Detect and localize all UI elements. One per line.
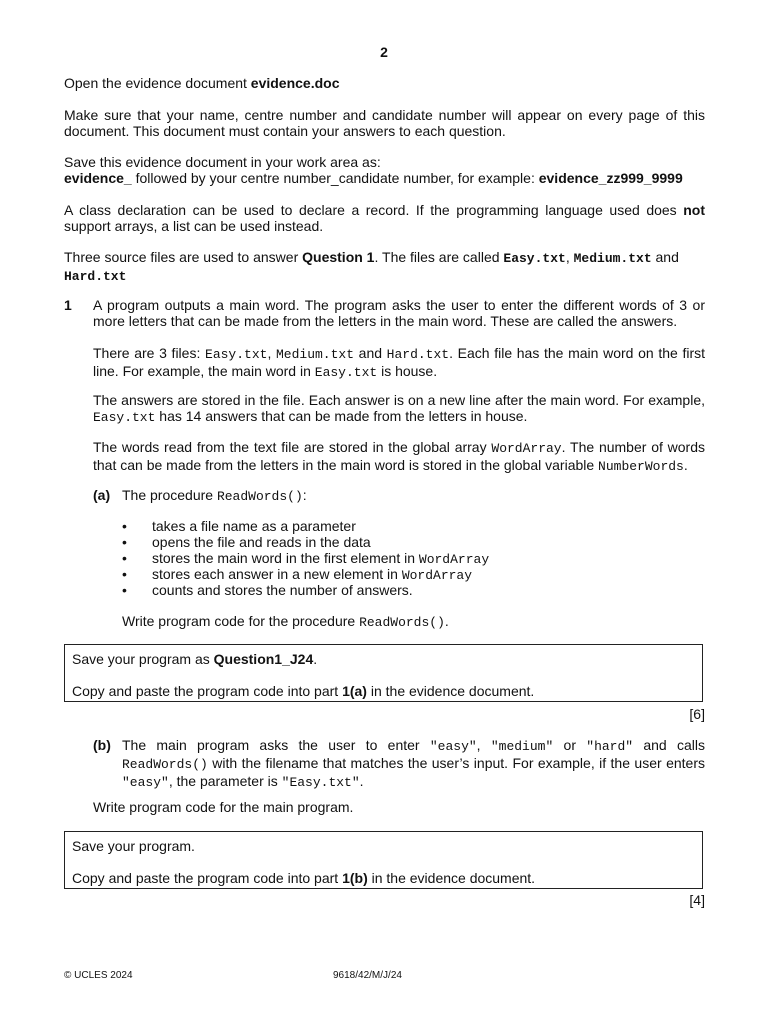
bullet-code: WordArray — [418, 552, 490, 567]
footer-copyright: © UCLES 2024 — [64, 970, 133, 981]
part-b-calls: and calls — [633, 737, 705, 753]
save-example: evidence_zz999_9999 — [538, 170, 683, 186]
source-files-text: Three source files are used to answer — [64, 249, 303, 265]
part-b-medium: "medium" — [490, 739, 554, 754]
make-sure-paragraph: Make sure that your name, centre number and candidate number will appear on every page of this document. This document must contain your answers to each question. — [64, 107, 705, 139]
class-decl-text-end: support arrays, a list can be used instead. — [64, 218, 324, 234]
p4-numberwords: NumberWords — [598, 459, 684, 474]
bullet-code: WordArray — [401, 568, 473, 583]
p3-easy: Easy.txt — [93, 410, 156, 425]
box-a-copy-end: in the evidence document. — [366, 683, 535, 699]
box-b-copy-end: in the evidence document. — [367, 870, 536, 886]
bullet-text: opens the file and reads in the data — [152, 534, 371, 550]
bullet-glyph: • — [122, 582, 127, 598]
part-b-easy-2: "easy" — [122, 775, 169, 790]
p2-easy: Easy.txt — [205, 347, 268, 362]
source-files-paragraph — [64, 249, 705, 285]
save-box-b — [64, 831, 703, 889]
page-number: 2 — [380, 44, 388, 60]
part-b-param: "Easy.txt" — [281, 775, 360, 790]
p2-text-b: . Each file has the main word on the first line. For example, the main word in — [93, 345, 706, 379]
evidence-filename: evidence.doc — [250, 75, 340, 91]
save-mid: followed by your centre number_candidate number, for example: — [131, 170, 539, 186]
part-b-instruction: Write program code for the main program. — [93, 799, 354, 815]
bullet-glyph: • — [122, 518, 127, 534]
p2-hard: Hard.txt — [386, 347, 450, 362]
and: and — [651, 249, 679, 265]
part-b-label: (b) — [93, 737, 111, 753]
box-a-save-text: Save your program as — [72, 651, 214, 667]
question-ref: Question 1 — [302, 249, 375, 265]
box-b-copy-line — [72, 870, 695, 886]
class-declaration-paragraph — [64, 202, 705, 234]
question-number: 1 — [64, 297, 72, 313]
bullet-text: takes a file name as a parameter — [152, 518, 356, 534]
bullet-text: stores the main word in the first element in — [152, 550, 419, 566]
box-a-copy-line — [72, 683, 695, 699]
class-decl-not: not — [683, 202, 705, 218]
part-a-intro-text: The procedure — [122, 487, 217, 503]
p2-easy-2: Easy.txt — [314, 365, 378, 380]
part-b-paragraph — [122, 737, 705, 791]
p2-comma: , — [267, 345, 276, 361]
box-a-save-line — [72, 651, 695, 667]
q1-paragraph-1: A program outputs a main word. The program asks the user to enter the different words of 3 or more letters that can be made from the letters in the main word. These are called the answers. — [93, 297, 705, 329]
part-a-write: Write program code for the procedure — [122, 613, 360, 629]
bullet-glyph: • — [122, 550, 127, 566]
p4-period: . — [683, 457, 688, 473]
box-b-part: 1(b) — [342, 870, 368, 886]
part-b-or: or — [553, 737, 587, 753]
part-a-write-end: . — [444, 613, 449, 629]
part-b-text-b: with the filename that matches the user’s input. For example, if the user enters — [207, 755, 705, 771]
p2-text-c: is house. — [377, 363, 438, 379]
part-b-end: . — [359, 773, 364, 789]
part-a-label: (a) — [93, 487, 111, 503]
q1-paragraph-2 — [93, 345, 705, 381]
source-files-mid: . The files are called — [374, 249, 504, 265]
bullet-item — [152, 582, 413, 600]
box-b-copy-text: Copy and paste the program code into part — [72, 870, 343, 886]
box-b-save-line: Save your program. — [72, 838, 195, 854]
save-box-a — [64, 644, 703, 702]
part-a-colon: : — [302, 487, 307, 503]
bullet-text: stores each answer in a new element in — [152, 566, 402, 582]
part-a-write-proc: ReadWords() — [359, 615, 445, 630]
file-medium: Medium.txt — [573, 251, 652, 266]
p3-text-b: has 14 answers that can be made from the letters in house. — [155, 408, 528, 424]
box-a-copy-text: Copy and paste the program code into part — [72, 683, 343, 699]
box-a-filename: Question1_J24 — [213, 651, 314, 667]
file-hard: Hard.txt — [64, 269, 127, 284]
footer-code: 9618/42/M/J/24 — [333, 970, 402, 981]
p4-text-b: . The number of words that can be made from the letters in the main word is stored in the global variable — [93, 439, 705, 473]
p2-medium: Medium.txt — [275, 347, 354, 362]
part-a-proc: ReadWords() — [216, 489, 303, 504]
q1-paragraph-3 — [93, 392, 705, 426]
save-line-1: Save this evidence document in your work area as: — [64, 154, 381, 170]
box-a-period: . — [313, 651, 318, 667]
save-paragraph — [64, 154, 705, 186]
p3-text: The answers are stored in the file. Each answer is on a new line after the main word. For example, — [93, 392, 705, 408]
part-b-text: The main program asks the user to enter — [122, 737, 430, 753]
file-easy: Easy.txt — [503, 251, 566, 266]
comma: , — [565, 249, 574, 265]
open-evidence-line — [64, 75, 340, 91]
part-b-marks: [4] — [689, 892, 705, 908]
box-a-part: 1(a) — [342, 683, 367, 699]
q1-paragraph-4 — [93, 439, 705, 475]
p2-and: and — [354, 345, 387, 361]
p4-text: The words read from the text file are stored in the global array — [93, 439, 492, 455]
part-b-proc: ReadWords() — [122, 757, 208, 772]
class-decl-text: A class declaration can be used to declare a record. If the programming language used does — [64, 202, 684, 218]
p2-text: There are 3 files: — [93, 345, 206, 361]
part-b-easy: "easy" — [429, 739, 477, 754]
open-text: Open the evidence document — [64, 75, 251, 91]
part-b-text-c: , the parameter is — [168, 773, 282, 789]
part-a-marks: [6] — [689, 706, 705, 722]
save-prefix: evidence_ — [64, 170, 132, 186]
part-a-instruction — [122, 613, 449, 631]
part-b-hard: "hard" — [586, 739, 634, 754]
part-b-comma: , — [476, 737, 491, 753]
bullet-glyph: • — [122, 566, 127, 582]
p4-wordarray: WordArray — [491, 441, 562, 456]
bullet-glyph: • — [122, 534, 127, 550]
part-a-intro — [122, 487, 307, 505]
bullet-text: counts and stores the number of answers. — [152, 582, 413, 598]
